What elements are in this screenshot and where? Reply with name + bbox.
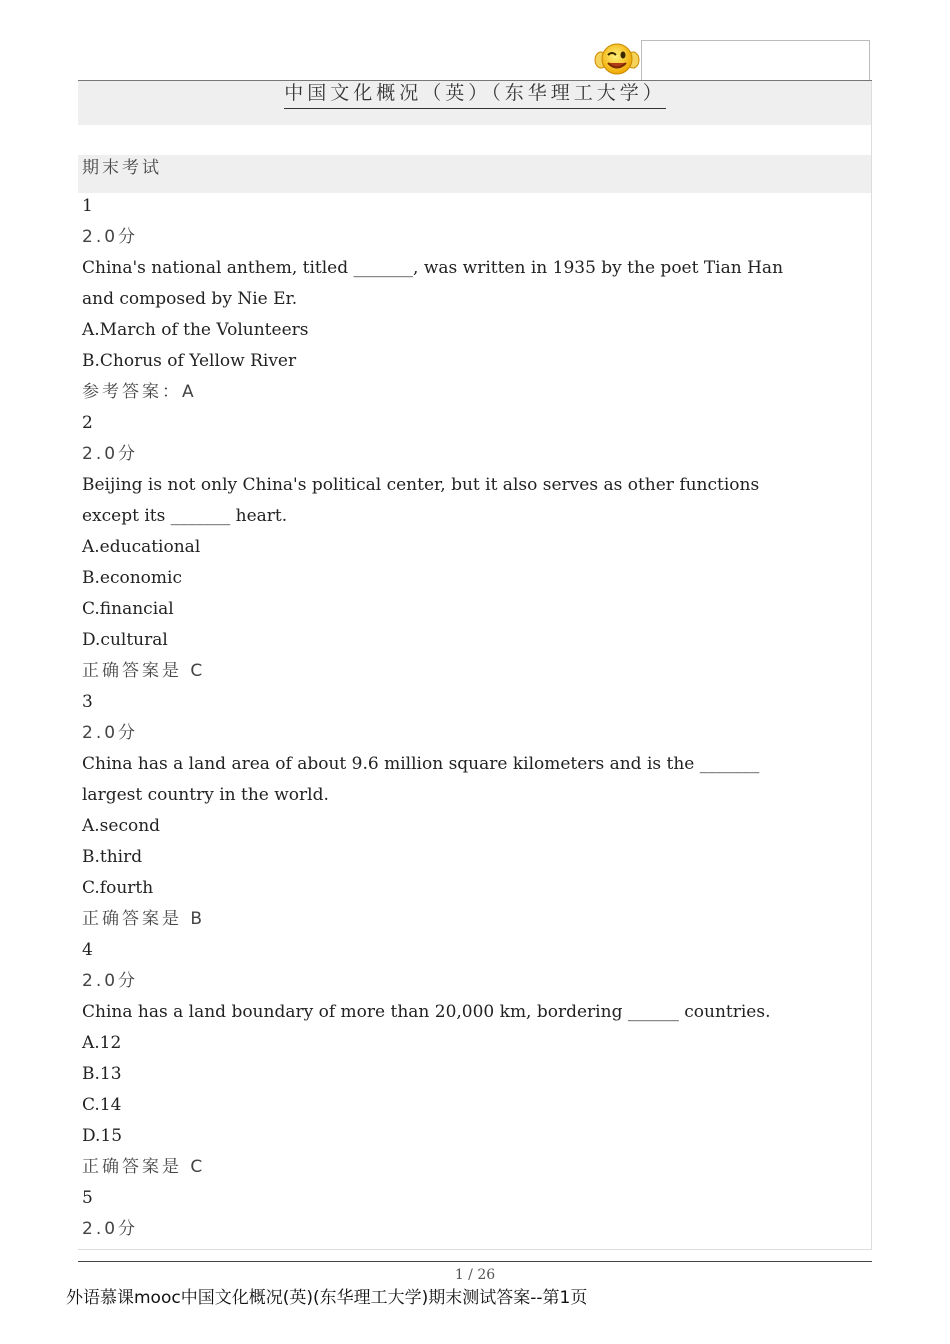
question-score: 2.0分 (82, 971, 139, 991)
question-number: 3 (82, 692, 93, 712)
answer-option: A.12 (82, 1033, 122, 1053)
winking-smiley-icon (593, 40, 641, 78)
answer-option: B.Chorus of Yellow River (82, 351, 297, 371)
section-band (78, 155, 871, 193)
footer-rule (78, 1261, 872, 1262)
question-text: China has a land area of about 9.6 million square kilometers and is the _______ (82, 754, 760, 774)
question-number: 4 (82, 940, 93, 960)
question-score: 2.0分 (82, 444, 139, 464)
answer-option: B.third (82, 847, 143, 867)
question-text: China's national anthem, titled _______, was written in 1935 by the poet Tian Han (82, 258, 784, 278)
question-score: 2.0分 (82, 227, 139, 247)
question-text: largest country in the world. (82, 785, 329, 805)
question-text: and composed by Nie Er. (82, 289, 298, 309)
answer-option: B.13 (82, 1064, 122, 1084)
correct-answer: 正确答案是 C (82, 661, 206, 681)
header-box (641, 40, 870, 81)
section-label: 期末考试 (82, 158, 162, 178)
question-text: Beijing is not only China's political center, but it also serves as other functions (82, 475, 760, 495)
document-title: 中国文化概况（英）（东华理工大学） (284, 80, 666, 109)
answer-option: A.March of the Volunteers (82, 320, 309, 340)
question-score: 2.0分 (82, 723, 139, 743)
correct-answer: 参考答案：A (82, 382, 197, 402)
question-text: except its _______ heart. (82, 506, 288, 526)
correct-answer: 正确答案是 B (82, 909, 206, 929)
question-number: 1 (82, 196, 93, 216)
answer-option: B.economic (82, 568, 182, 588)
question-text: China has a land boundary of more than 20,000 km, bordering ______ countries. (82, 1002, 771, 1022)
question-score: 2.0分 (82, 1219, 139, 1239)
answer-option: C.14 (82, 1095, 122, 1115)
answer-option: D.15 (82, 1126, 123, 1146)
page-number: 1 / 26 (454, 1267, 496, 1283)
answer-option: A.second (82, 816, 161, 836)
page-caption: 外语慕课mooc中国文化概况(英)(东华理工大学)期末测试答案--第1页 (66, 1288, 588, 1308)
answer-option: A.educational (82, 537, 201, 557)
answer-option: C.fourth (82, 878, 154, 898)
question-number: 5 (82, 1188, 93, 1208)
answer-option: D.cultural (82, 630, 168, 650)
answer-option: C.financial (82, 599, 174, 619)
question-number: 2 (82, 413, 93, 433)
correct-answer: 正确答案是 C (82, 1157, 206, 1177)
